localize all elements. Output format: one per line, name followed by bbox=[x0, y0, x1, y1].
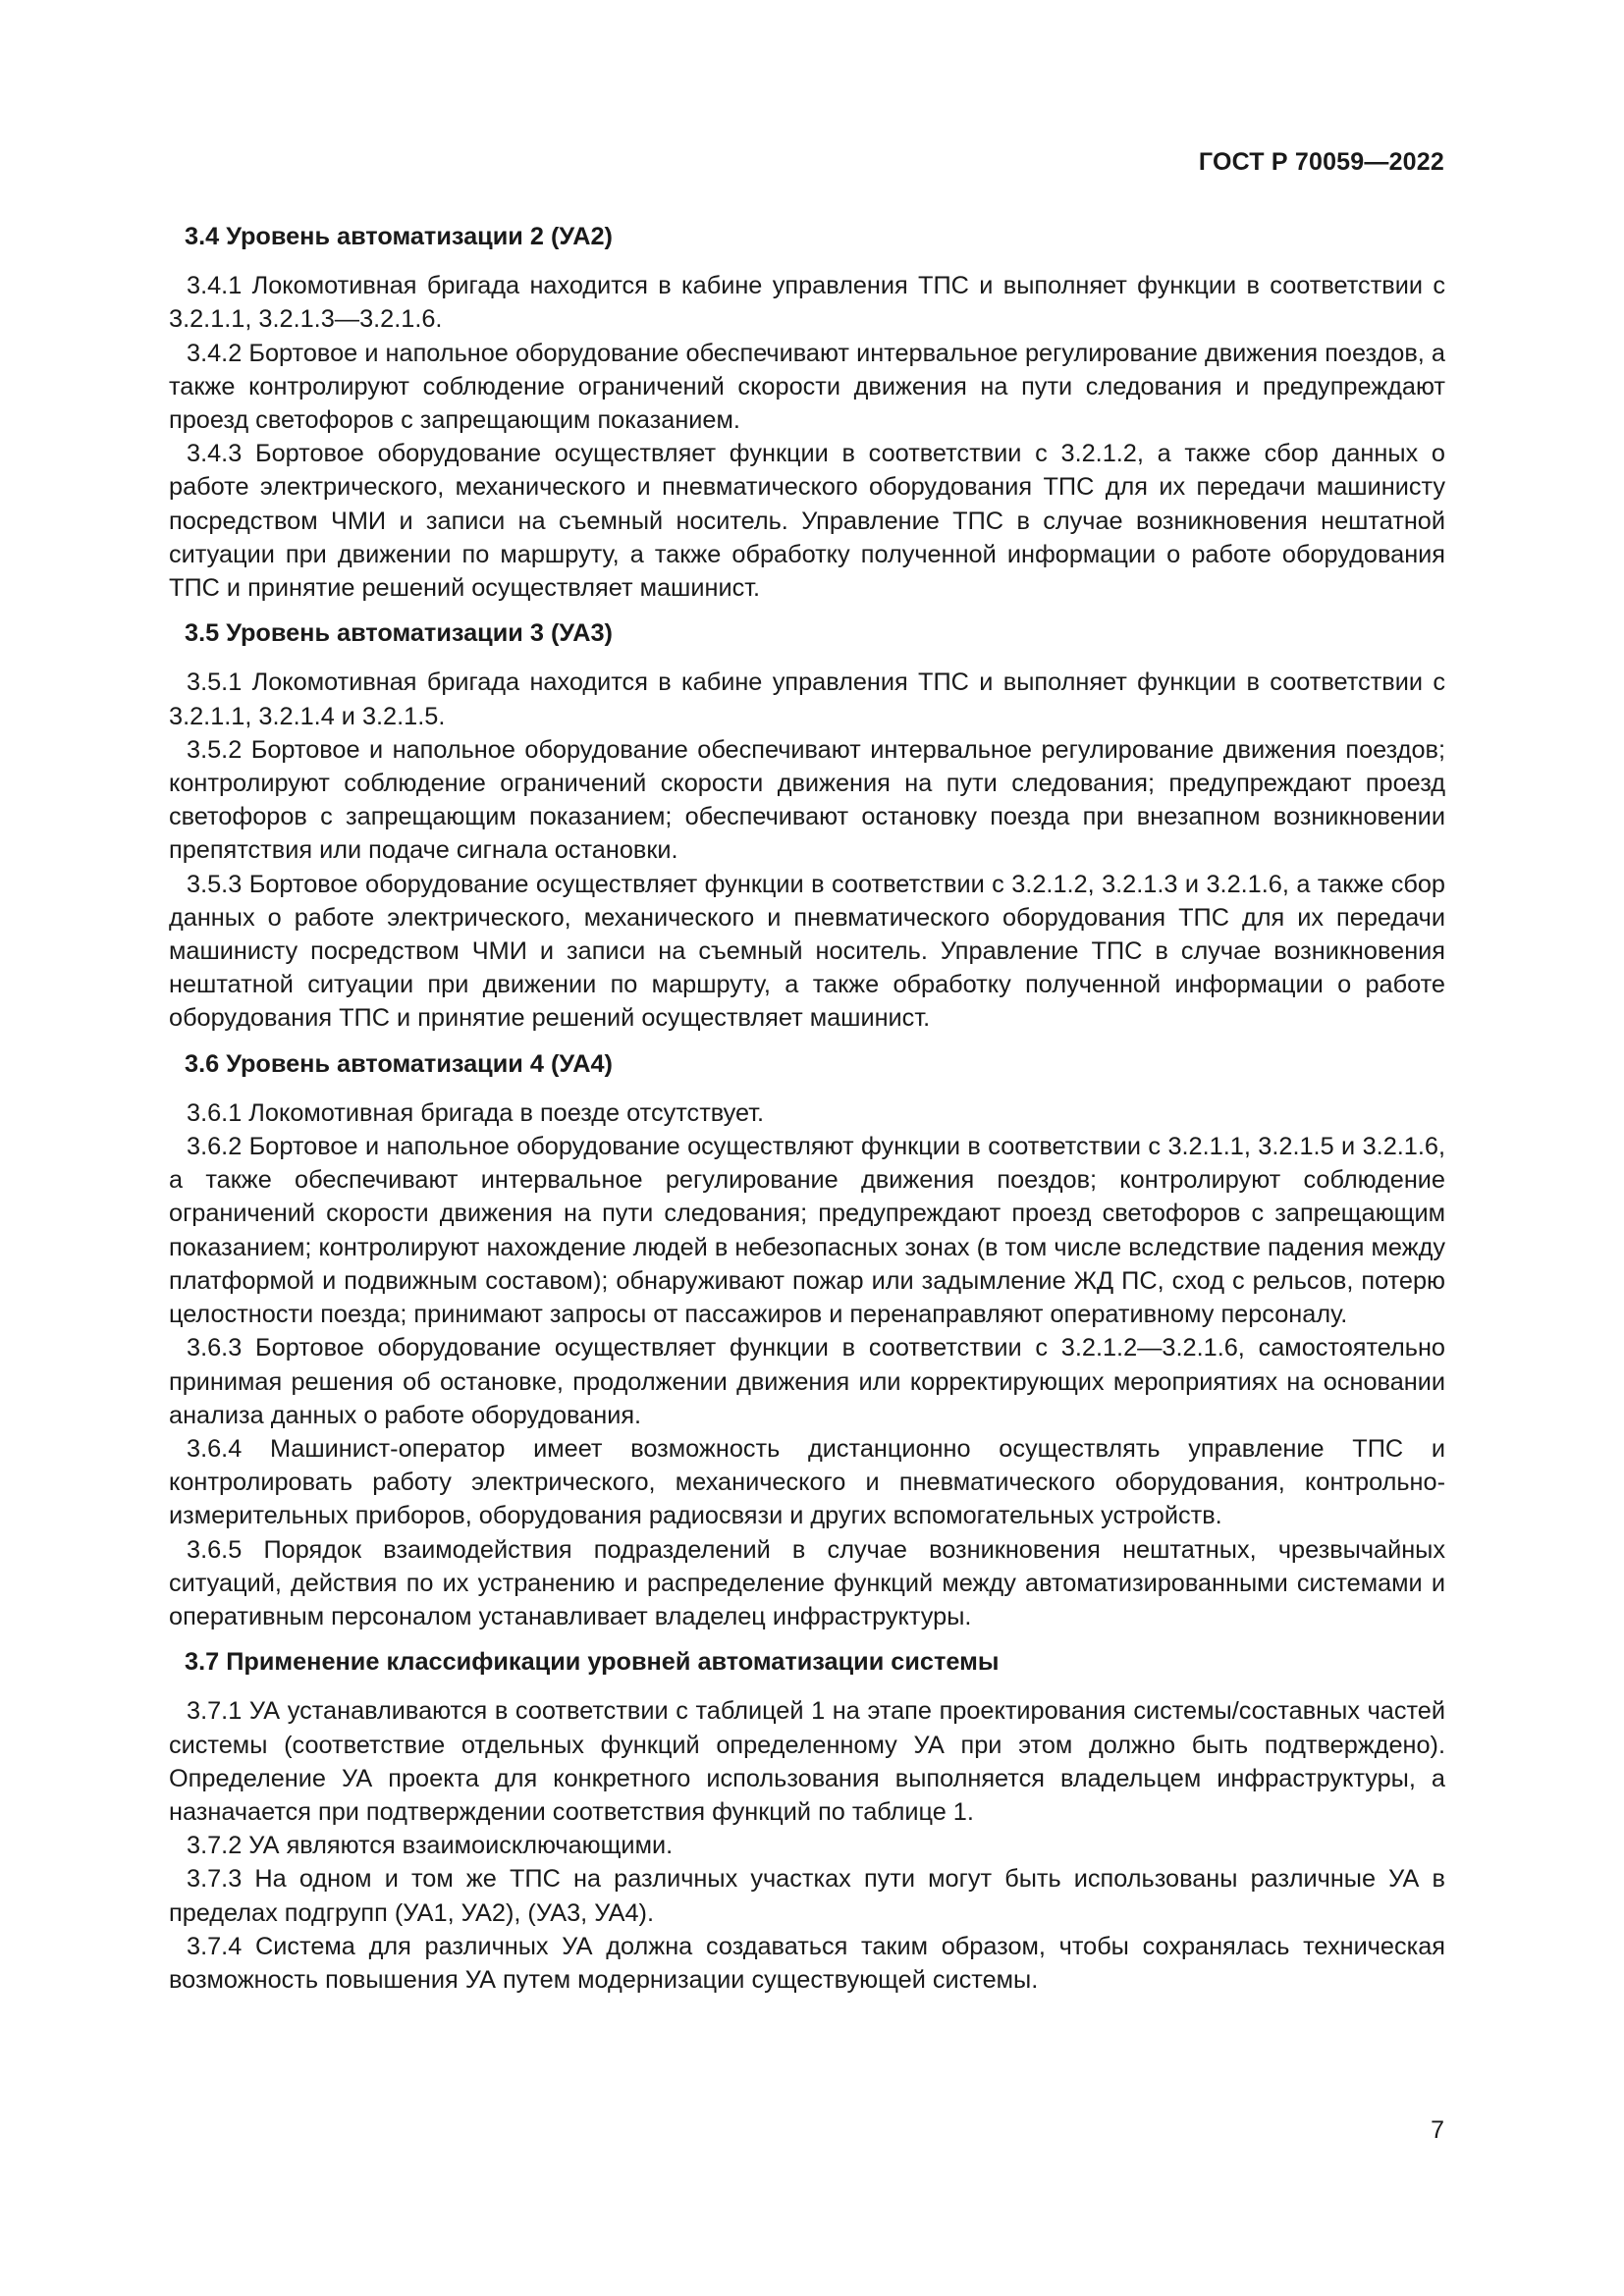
paragraph: 3.4.3 Бортовое оборудование осуществляет функции в соответствии с 3.2.1.2, а также сбор данных о работе электрического, механического и пневматического оборудования ТПС для их передачи машинисту посредством ЧМИ и записи на съемный носитель. Управление ТПС в случае возникновения нештатной ситуации при движении по маршруту, а также обработку полученной информации о работе оборудования ТПС и принятие решений осуществляет машинист. bbox=[169, 440, 1445, 603]
document-body bbox=[169, 220, 1445, 1997]
paragraph: 3.6.1 Локомотивная бригада в поезде отсутствует. bbox=[187, 1098, 765, 1127]
section-3-7 bbox=[169, 1645, 1445, 1997]
section-3-5 bbox=[169, 616, 1445, 1035]
section-3-6 bbox=[169, 1047, 1445, 1633]
paragraph: 3.6.2 Бортовое и напольное оборудование осуществляют функции в соответствии с 3.2.1.1, 3.2.1.5 и 3.2.1.6, а также обеспечивают интервальное регулирование движения поездов; контролируют соблюдение ограничений скорости движения на пути следования; предупреждают проезд светофоров с запрещающим показанием; контролируют нахождение людей в небезопасных зонах (в том числе вследствие падения между платформой и подвижным составом); обнаруживают пожар или задымление ЖД ПС, сход с рельсов, потерю целостности поезда; принимают запросы от пассажиров и перенаправляют оперативному персоналу. bbox=[169, 1133, 1445, 1329]
paragraph: 3.5.2 Бортовое и напольное оборудование обеспечивают интервальное регулирование движения поездов; контролируют соблюдение ограничений скорости движения на пути следования; предупреждают проезд светофоров с запрещающим показанием; обеспечивают остановку поезда при внезапном возникновении препятствия или подаче сигнала остановки. bbox=[169, 735, 1445, 865]
paragraph: 3.4.2 Бортовое и напольное оборудование обеспечивают интервальное регулирование движения поездов, а также контролируют соблюдение ограничений скорости движения на пути следования и предупреждают проезд светофоров с запрещающим показанием. bbox=[169, 339, 1445, 435]
paragraph: 3.5.1 Локомотивная бригада находится в кабине управления ТПС и выполняет функции в соответствии с 3.2.1.1, 3.2.1.4 и 3.2.1.5. bbox=[169, 668, 1445, 730]
section-title: 3.4 Уровень автоматизации 2 (УА2) bbox=[185, 223, 613, 250]
section-title: 3.6 Уровень автоматизации 4 (УА4) bbox=[185, 1049, 613, 1078]
paragraph: 3.6.5 Порядок взаимодействия подразделений в случае возникновения нештатных, чрезвычайных ситуаций, действия по их устранению и распределение функций между автоматизированными системами и оперативным персоналом устанавливает владелец инфраструктуры. bbox=[169, 1535, 1445, 1630]
section-title: 3.7 Применение классификации уровней автоматизации системы bbox=[185, 1648, 1000, 1677]
page-number: 7 bbox=[1431, 2116, 1444, 2144]
document-id-header: ГОСТ Р 70059—2022 bbox=[1198, 148, 1444, 176]
paragraph: 3.6.4 Машинист-оператор имеет возможность дистанционно осуществлять управление ТПС и контролировать работу электрического, механического и пневматического оборудования, контрольно-измерительных приборов, оборудования радиосвязи и других вспомогательных устройств. bbox=[169, 1434, 1445, 1530]
section-title: 3.5 Уровень автоматизации 3 (УА3) bbox=[185, 619, 613, 648]
paragraph: 3.7.3 На одном и том же ТПС на различных участках пути могут быть использованы различные УА в пределах подгрупп (УА1, УА2), (УА3, УА4). bbox=[169, 1865, 1445, 1927]
section-3-4 bbox=[169, 220, 1445, 605]
paragraph: 3.4.1 Локомотивная бригада находится в кабине управления ТПС и выполняет функции в соответствии с 3.2.1.1, 3.2.1.3—3.2.1.6. bbox=[169, 272, 1445, 334]
paragraph: 3.5.3 Бортовое оборудование осуществляет функции в соответствии с 3.2.1.2, 3.2.1.3 и 3.2.1.6, а также сбор данных о работе электрического, механического и пневматического оборудования ТПС для их передачи машинисту посредством ЧМИ и записи на съемный носитель. Управление ТПС в случае возникновения нештатной ситуации при движении по маршруту, а также обработку полученной информации о работе оборудования ТПС и принятие решений осуществляет машинист. bbox=[169, 870, 1445, 1033]
paragraph: 3.7.2 УА являются взаимоисключающими. bbox=[187, 1832, 674, 1860]
paragraph: 3.7.1 УА устанавливаются в соответствии с таблицей 1 на этапе проектирования системы/составных частей системы (соответствие отдельных функций определенному УА при этом должно быть подтверждено). Определение УА проекта для конкретного использования выполняется владельцем инфраструктуры, а назначается при подтверждении соответствия функций по таблице 1. bbox=[169, 1697, 1445, 1826]
paragraph: 3.6.3 Бортовое оборудование осуществляет функции в соответствии с 3.2.1.2—3.2.1.6, самостоятельно принимая решения об остановке, продолжении движения или корректирующих мероприятиях на основании анализа данных о работе оборудования. bbox=[169, 1334, 1445, 1429]
paragraph: 3.7.4 Система для различных УА должна создаваться таким образом, чтобы сохранялась техническая возможность повышения УА путем модернизации существующей системы. bbox=[169, 1932, 1445, 1994]
